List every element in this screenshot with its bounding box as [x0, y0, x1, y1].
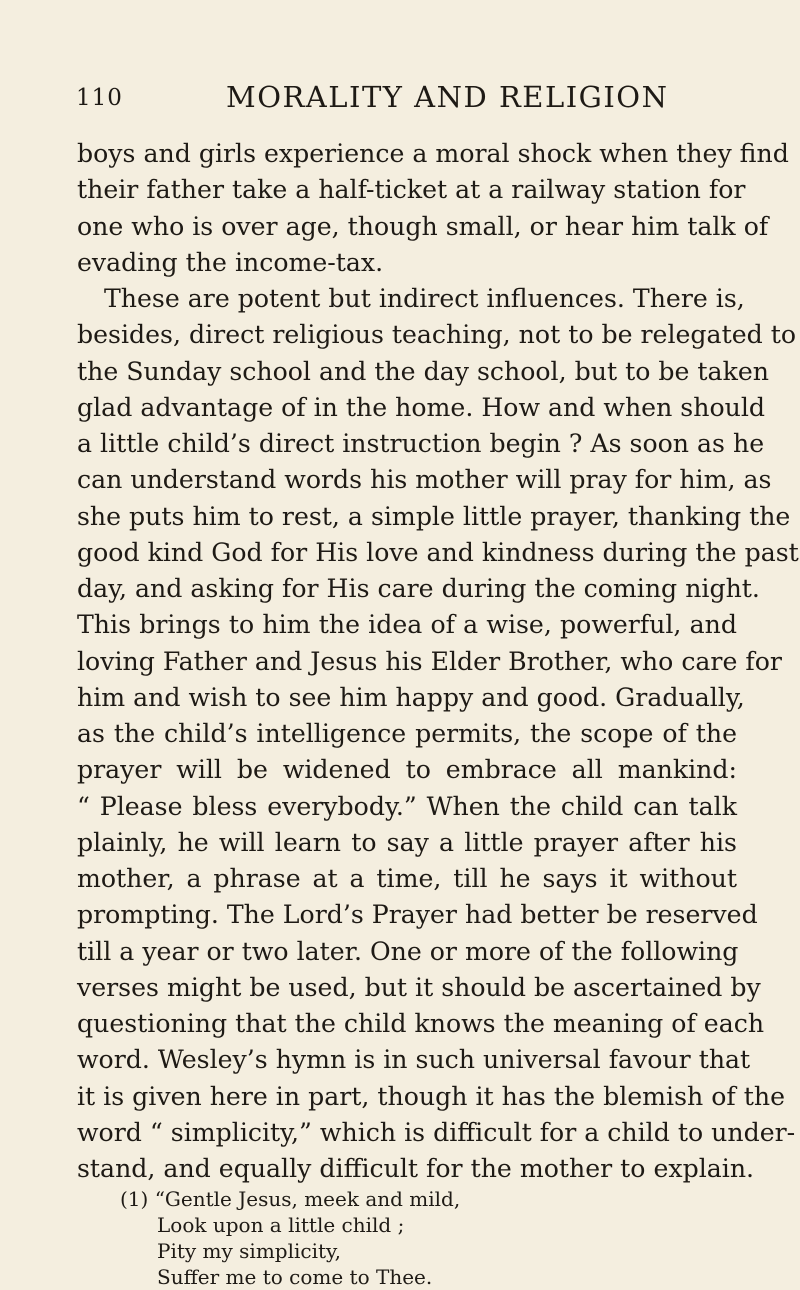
text-line: questioning that the child knows the meaning of each — [77, 1009, 765, 1038]
text-line: mother, a phrase at a time, till he says it without — [77, 864, 737, 893]
text-line: plainly, he will learn to say a little prayer after his — [77, 827, 737, 857]
verse-line: Look upon a little child ; — [157, 1213, 405, 1237]
text-line: “ Please bless everybody.” When the child can talk — [77, 791, 737, 821]
hymn-verse — [120, 1186, 680, 1290]
text-line: word. Wesley’s hymn is in such universal favour that — [77, 1045, 751, 1075]
text-line: prayer will be widened to embrace all mankind: — [77, 755, 737, 785]
page-number: 110 — [76, 85, 123, 111]
text-line: besides, direct religious teaching, not to be relegated to — [77, 320, 797, 350]
text-line: till a year or two later. One or more of the following — [77, 936, 739, 966]
text-line: him and wish to see him happy and good. Gradually, — [77, 682, 745, 712]
body-text — [77, 136, 799, 1187]
page-header — [76, 80, 736, 120]
text-line: verses might be used, but it should be ascertained by — [77, 972, 761, 1002]
verse-line: Pity my simplicity, — [157, 1239, 342, 1263]
text-line: These are potent but indirect influences. There is, — [104, 284, 745, 313]
text-line: the Sunday school and the day school, but to be taken — [77, 356, 769, 386]
running-head: MORALITY AND RELIGION — [226, 80, 669, 114]
text-line: a little child’s direct instruction begin ? As soon as he — [77, 429, 765, 458]
text-line: boys and girls experience a moral shock when they find — [77, 139, 789, 168]
text-line: can understand words his mother will pray for him, as — [77, 465, 772, 495]
text-line: stand, and equally difficult for the mother to explain. — [77, 1154, 755, 1183]
text-line: This brings to him the idea of a wise, powerful, and — [77, 610, 737, 640]
verse-line: (1) “Gentle Jesus, meek and mild, — [120, 1187, 461, 1211]
verse-line: Suffer me to come to Thee. — [157, 1265, 433, 1289]
text-line: loving Father and Jesus his Elder Brother, who care for — [77, 646, 782, 676]
text-line: glad advantage of in the home. How and when should — [77, 392, 766, 422]
text-line: she puts him to rest, a simple little prayer, thanking the — [77, 501, 791, 531]
text-line: good kind God for His love and kindness during the past — [77, 537, 799, 567]
text-line: it is given here in part, though it has the blemish of the — [77, 1081, 786, 1111]
text-line: day, and asking for His care during the coming night. — [77, 574, 760, 603]
text-line: word “ simplicity,” which is difficult for a child to under- — [77, 1117, 796, 1147]
text-line: one who is over age, though small, or hear him talk of — [77, 211, 769, 241]
text-line: evading the income-tax. — [77, 247, 384, 277]
text-line: their father take a half-ticket at a railway station for — [77, 175, 746, 205]
text-line: prompting. The Lord’s Prayer had better be reserved — [77, 900, 758, 930]
text-line: as the child’s intelligence permits, the scope of the — [77, 719, 737, 748]
